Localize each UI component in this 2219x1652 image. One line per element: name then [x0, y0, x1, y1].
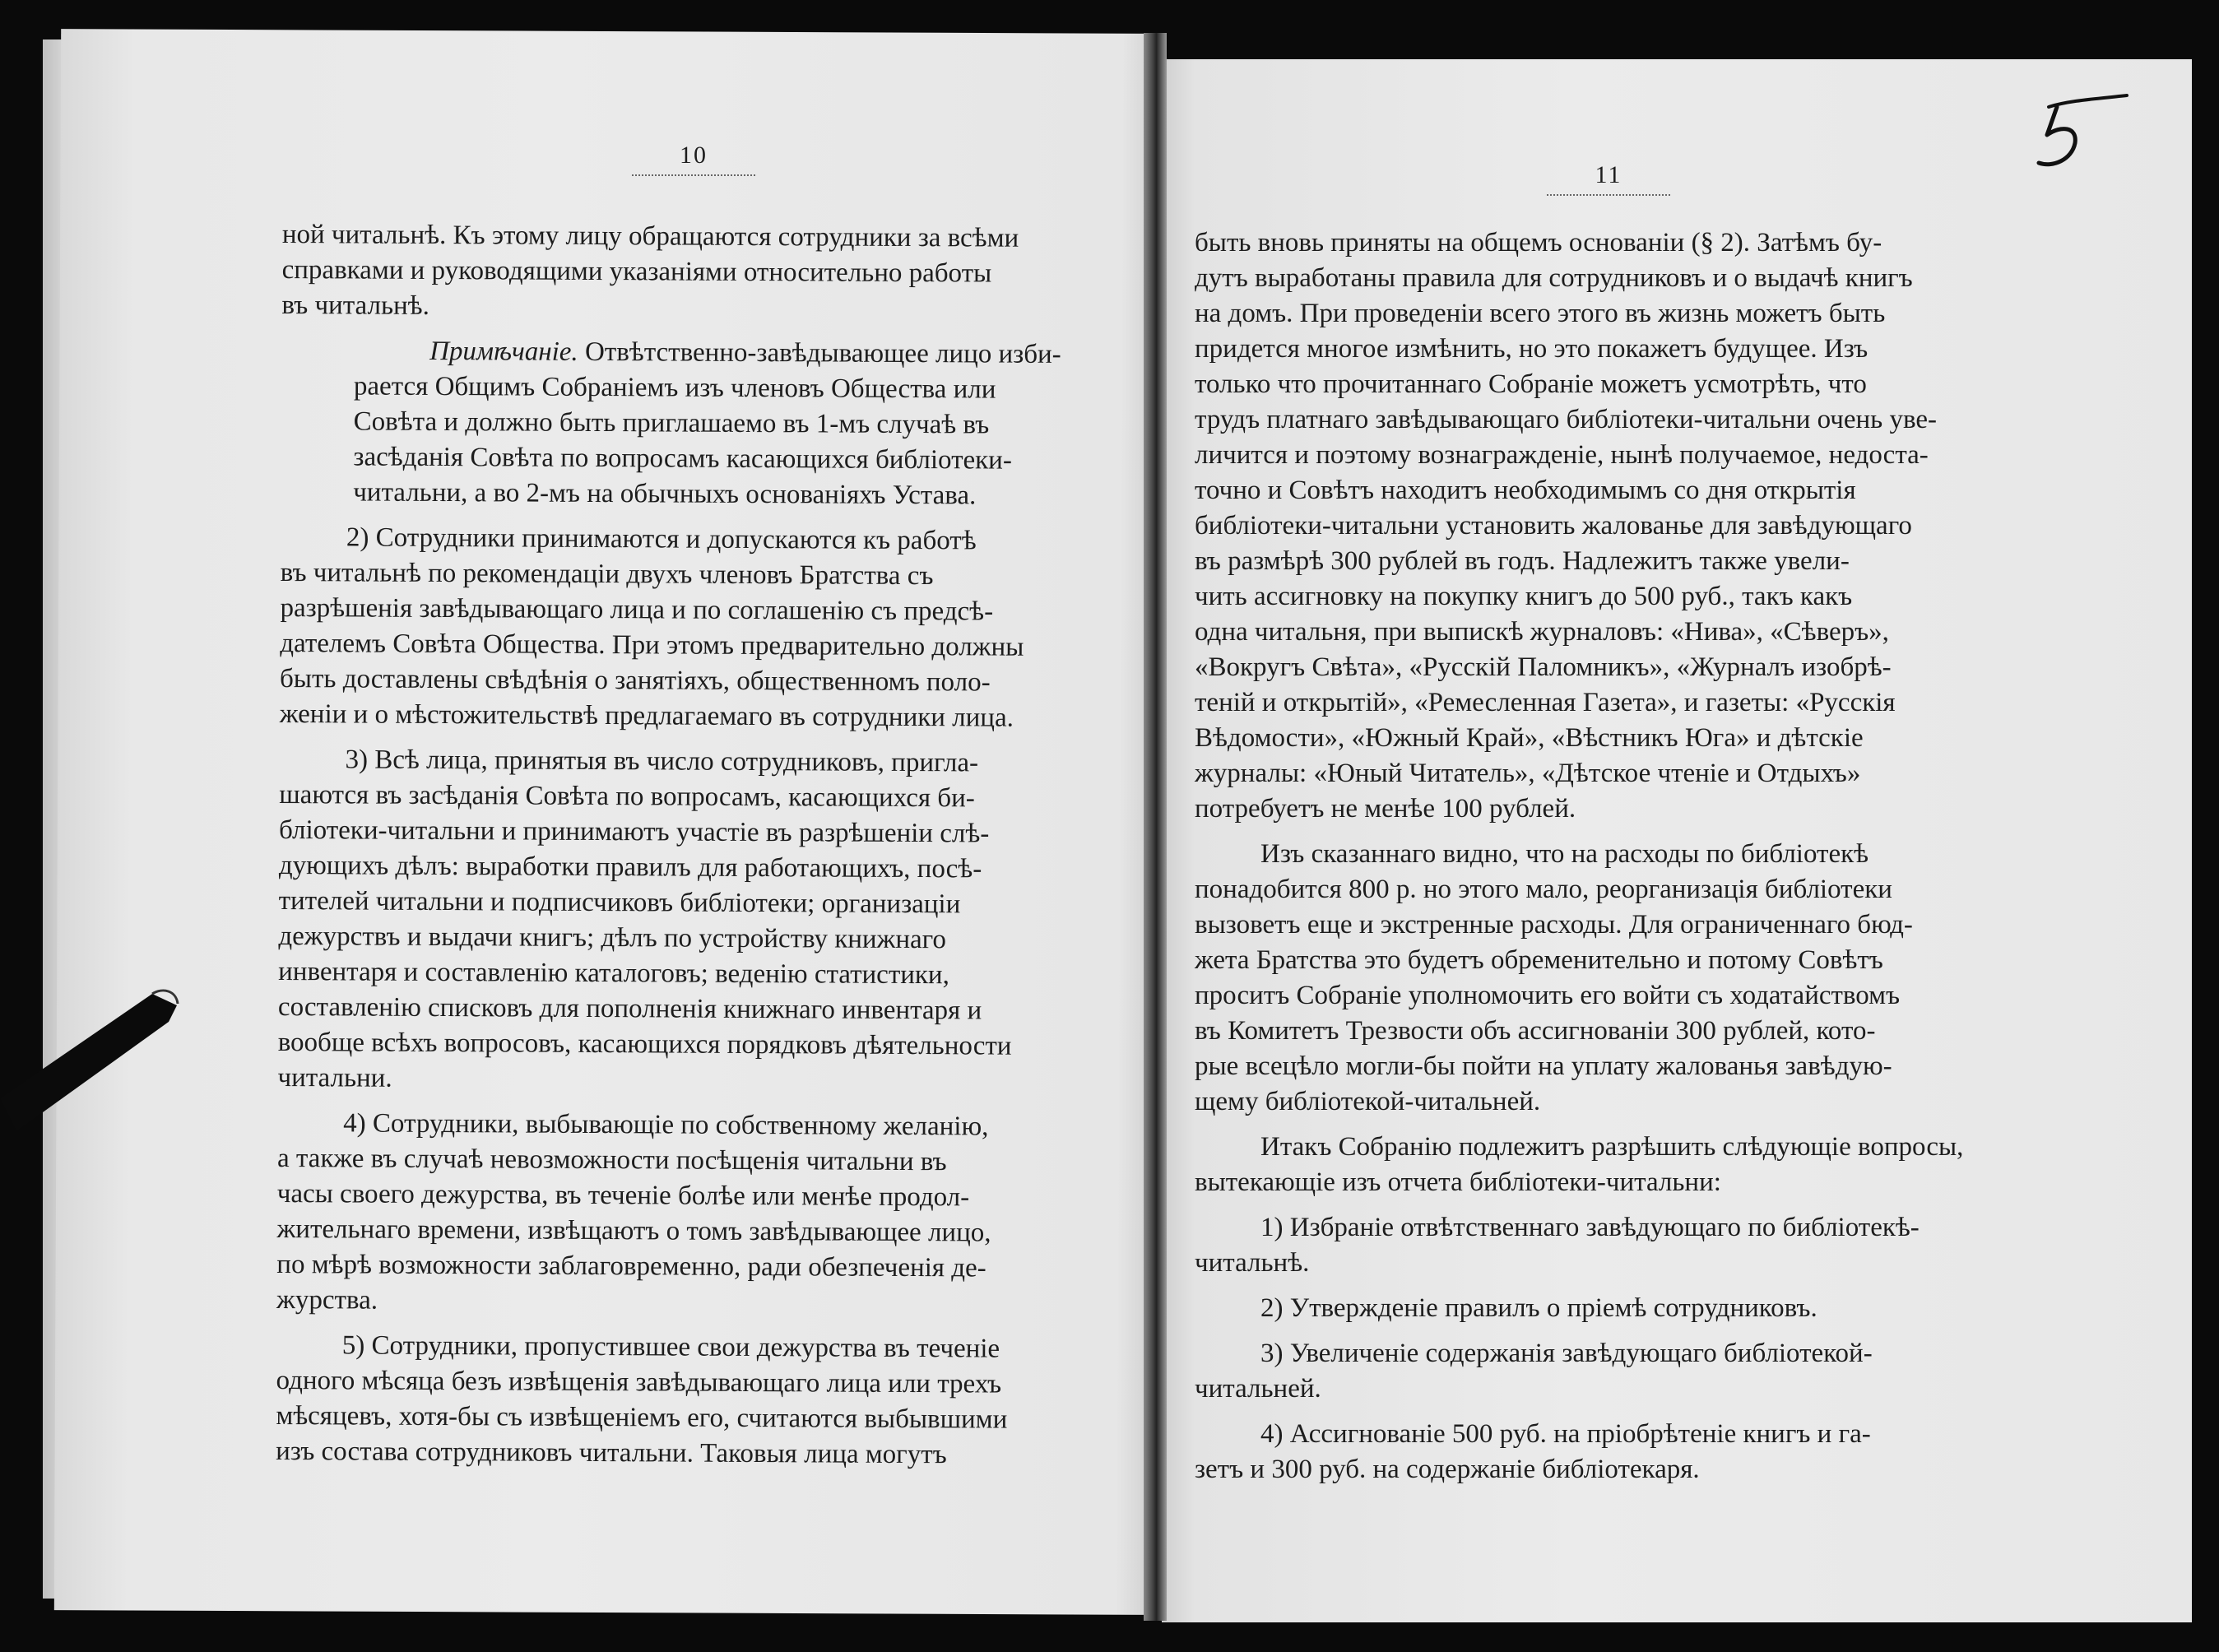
line-text: въ Комитетъ Трезвости объ ассигнованіи 300 рублей, кото- — [1195, 1016, 1876, 1046]
text-line — [282, 253, 1105, 292]
line-text: жета Братства это будетъ обременительно и потому Совѣтъ — [1195, 945, 1883, 975]
text-line — [1195, 508, 2026, 544]
text-line — [1195, 837, 2026, 872]
line-text: въ размѣрѣ 300 рублей въ годъ. Надлежитъ также увели- — [1195, 546, 1850, 576]
text-line — [277, 1141, 1100, 1181]
line-text: проситъ Собраніе уполномочить его войти съ ходатайствомъ — [1195, 981, 1901, 1010]
line-text: справками и руководящими указаніями относительно работы — [281, 254, 992, 289]
text-line — [1195, 332, 2026, 367]
line-text: а также въ случаѣ невозможности посѣщенія читальни въ — [276, 1143, 947, 1177]
text-line — [280, 697, 1103, 736]
line-text: на домъ. При проведеніи всего этого въ жизнь можетъ быть — [1195, 299, 1886, 328]
text-line — [277, 1176, 1100, 1216]
line-text: вызоветъ еще и экстренные расходы. Для ограниченнаго бюд- — [1195, 910, 1913, 940]
text-line — [1195, 1246, 2026, 1281]
text-line — [279, 884, 1102, 923]
text-line — [276, 1399, 1098, 1438]
line-text: читальни. — [277, 1062, 392, 1093]
text-line — [276, 1328, 1099, 1367]
line-text: одного мѣсяца безъ извѣщенія завѣдывающаго лица или трехъ — [276, 1365, 1002, 1399]
text-line — [1195, 791, 2026, 827]
text-line — [1195, 1417, 2026, 1452]
line-text: вообще всѣхъ вопросовъ, касающихся порядковъ дѣятельности — [277, 1027, 1012, 1061]
text-line — [1195, 261, 2026, 296]
text-line — [1195, 1452, 2026, 1487]
line-text: 3) Увеличеніе содержанія завѣдующаго библіотекой- — [1260, 1339, 1873, 1368]
text-line — [1195, 721, 2026, 756]
text-line — [281, 520, 1103, 559]
text-line — [276, 1363, 1098, 1403]
line-text: составленію списковъ для пополненія книжнаго инвентаря и — [277, 991, 982, 1026]
line-text: журства. — [276, 1284, 378, 1316]
line-text: точно и Совѣтъ находитъ необходимымъ со дня открытія — [1195, 476, 1856, 505]
line-text: разрѣшенія завѣдывающаго лица и по соглашенію съ предсѣ- — [280, 592, 994, 627]
line-text: понадобится 800 р. но этого мало, реорганизація библіотеки — [1195, 875, 1892, 904]
line-text: библіотеки-читальни установить жалованье для завѣдующаго — [1195, 511, 1912, 541]
line-text: бліотеки-читальни и принимаютъ участіе въ разрѣшеніи слѣ- — [279, 814, 990, 849]
text-line — [281, 475, 1103, 514]
text-line — [280, 591, 1103, 630]
line-text: потребуетъ не менѣе 100 рублей. — [1195, 794, 1576, 824]
line-text: личится и поэтому вознагражденіе, нынѣ получаемое, недоста- — [1195, 440, 1929, 470]
text-line — [278, 990, 1101, 1029]
line-text: 4) Ассигнованіе 500 руб. на пріобрѣтеніе книгъ и га- — [1260, 1419, 1871, 1449]
book-gutter — [1144, 33, 1167, 1621]
note-label: Примѣчаніе. — [429, 336, 578, 367]
line-text: щему библіотекой-читальней. — [1195, 1087, 1541, 1116]
text-line — [1195, 907, 2026, 943]
line-text: Итакъ Собранію подлежитъ разрѣшить слѣдующіе вопросы, — [1260, 1132, 1964, 1162]
pen-pointer — [0, 954, 189, 1168]
right-page-text — [1195, 225, 2026, 1487]
text-line — [1195, 650, 2026, 685]
line-text: женіи и о мѣстожительствѣ предлагаемаго въ сотрудники лица. — [279, 698, 1014, 733]
text-line — [281, 555, 1103, 595]
text-line — [279, 742, 1102, 782]
line-text: въ читальнѣ по рекомендаціи двухъ членовъ Братства съ — [280, 557, 934, 592]
handwritten-folio-mark — [2032, 92, 2131, 174]
line-text: чить ассигновку на покупку книгъ до 500 руб., такъ какъ — [1195, 582, 1853, 611]
line-text: зетъ и 300 руб. на содержаніе библіотекаря. — [1195, 1455, 1700, 1484]
text-line — [281, 439, 1103, 479]
text-line — [1195, 872, 2026, 907]
line-text: мѣсяцевъ, хотя-бы съ извѣщеніемъ его, считаются выбывшими — [276, 1400, 1008, 1435]
text-line — [1195, 438, 2026, 473]
line-text: въ читальнѣ. — [281, 290, 429, 321]
text-line — [280, 661, 1103, 701]
text-line — [1195, 615, 2026, 650]
line-text: Вѣдомости», «Южный Край», «Вѣстникъ Юга» и дѣтскіе — [1195, 723, 1864, 753]
line-text: засѣданія Совѣта по вопросамъ касающихся библіотеки- — [353, 442, 1012, 476]
line-text: жительнаго времени, извѣщаютъ о томъ завѣдывающее лицо, — [276, 1213, 991, 1248]
line-text: быть вновь приняты на общемъ основаніи (§ 2). Затѣмъ бу- — [1195, 228, 1882, 258]
text-line — [1195, 402, 2026, 438]
text-line — [281, 404, 1104, 443]
line-text: только что прочитаннаго Собраніе можетъ усмотрѣть, что — [1195, 369, 1867, 399]
text-line — [1195, 943, 2026, 978]
line-text: 1) Избраніе отвѣтственнаго завѣдующаго по библіотекѣ- — [1260, 1213, 1920, 1242]
line-text: дующихъ дѣлъ: выработки правилъ для работающихъ, посѣ- — [278, 850, 982, 884]
line-text: 4) Сотрудники, выбывающіе по собственному желанію, — [343, 1108, 989, 1142]
line-text: 3) Всѣ лица, принятыя въ число сотрудниковъ, пригла- — [345, 745, 979, 778]
text-line — [280, 626, 1103, 666]
line-text: рается Общимъ Собраніемъ изъ членовъ Общества или — [353, 371, 996, 405]
line-text: инвентаря и составленію каталоговъ; веденію статистики, — [278, 956, 949, 991]
text-line — [1195, 1049, 2026, 1084]
text-line — [278, 1025, 1101, 1065]
line-text: 2) Сотрудники принимаются и допускаются къ работѣ — [346, 522, 977, 556]
line-text: одна читальня, при выпискѣ журналовъ: «Нива», «Сѣверъ», — [1195, 617, 1889, 647]
text-line — [1195, 978, 2026, 1014]
left-page-text — [276, 217, 1105, 1473]
line-text: 5) Сотрудники, пропустившее свои дежурства въ теченіе — [341, 1330, 1000, 1364]
text-line — [278, 954, 1101, 994]
line-text: тителей читальни и подписчиковъ библіотеки; организаціи — [278, 885, 961, 920]
text-line — [276, 1212, 1099, 1251]
text-line — [277, 1060, 1100, 1100]
line-text: «Вокругъ Свѣта», «Русскій Паломникъ», «Журналъ изобрѣ- — [1195, 652, 1892, 682]
right-page-number: 11 — [1547, 161, 1670, 196]
line-text: Совѣта и должно быть приглашаемо въ 1-мъ случаѣ въ — [353, 406, 990, 440]
text-line — [1195, 1130, 2026, 1165]
line-text: Отвѣтственно-завѣдывающее лицо изби- — [578, 336, 1061, 369]
line-text: читальнѣ. — [1195, 1248, 1310, 1278]
text-line — [279, 813, 1102, 852]
text-line — [281, 333, 1104, 373]
line-text: журналы: «Юный Читатель», «Дѣтское чтеніе и Отдыхъ» — [1195, 759, 1861, 788]
line-text: читальни, а во 2-мъ на обычныхъ основаніяхъ Устава. — [353, 477, 977, 511]
text-line — [281, 369, 1104, 408]
line-text: дежурствъ и выдачи книгъ; дѣлъ по устройству книжнаго — [278, 921, 947, 955]
text-line — [279, 848, 1102, 888]
text-line — [278, 919, 1101, 958]
text-line — [1195, 1371, 2026, 1407]
line-text: вытекающіе изъ отчета библіотеки-читальни: — [1195, 1167, 1721, 1197]
text-line — [1195, 225, 2026, 261]
line-text: изъ состава сотрудниковъ читальни. Таковыя лица могутъ — [276, 1436, 947, 1470]
text-line — [1195, 544, 2026, 579]
line-text: Изъ сказаннаго видно, что на расходы по библіотекѣ — [1260, 839, 1869, 869]
text-line — [276, 1283, 1099, 1322]
left-page-number: 10 — [632, 142, 755, 176]
line-text: по мѣрѣ возможности заблаговременно, ради обезпеченія де- — [276, 1249, 986, 1283]
line-text: теній и открытій», «Ремесленная Газета», и газеты: «Русскія — [1195, 688, 1896, 717]
line-text: часы своего дежурства, въ теченіе болѣе или менѣе продол- — [276, 1178, 970, 1213]
text-line — [1195, 1291, 2026, 1326]
text-line — [1195, 756, 2026, 791]
line-text: быть доставлены свѣдѣнія о занятіяхъ, общественномъ поло- — [279, 663, 991, 698]
text-line — [279, 777, 1102, 817]
line-text: дателемъ Совѣта Общества. При этомъ предварительно должны — [280, 628, 1024, 662]
text-line — [1195, 367, 2026, 402]
line-text: шаются въ засѣданія Совѣта по вопросамъ, касающихся би- — [279, 779, 975, 814]
text-line — [277, 1106, 1100, 1145]
text-line — [1195, 1014, 2026, 1049]
text-line — [1195, 296, 2026, 332]
text-line — [1195, 1336, 2026, 1371]
text-line — [1195, 685, 2026, 721]
text-line — [1195, 473, 2026, 508]
line-text: дутъ выработаны правила для сотрудниковъ и о выдачѣ книгъ — [1195, 263, 1913, 293]
line-text: читальней. — [1195, 1374, 1321, 1404]
text-line — [276, 1434, 1098, 1473]
line-text: рые всецѣло могли-бы пойти на уплату жалованья завѣдую- — [1195, 1051, 1892, 1081]
line-text: ной читальнѣ. Къ этому лицу обращаются сотрудники за всѣми — [281, 219, 1019, 253]
line-text: трудъ платнаго завѣдывающаго библіотеки-читальни очень уве- — [1195, 405, 1937, 434]
line-text: 2) Утвержденіе правилъ о пріемѣ сотрудниковъ. — [1260, 1293, 1817, 1323]
text-line — [1195, 1084, 2026, 1120]
text-line — [1195, 1165, 2026, 1200]
line-text: придется многое измѣнить, но это покажетъ будущее. Изъ — [1195, 334, 1869, 364]
text-line — [1195, 1210, 2026, 1246]
text-line — [281, 288, 1104, 327]
text-line — [1195, 579, 2026, 615]
text-line — [276, 1247, 1099, 1287]
text-line — [282, 217, 1105, 257]
